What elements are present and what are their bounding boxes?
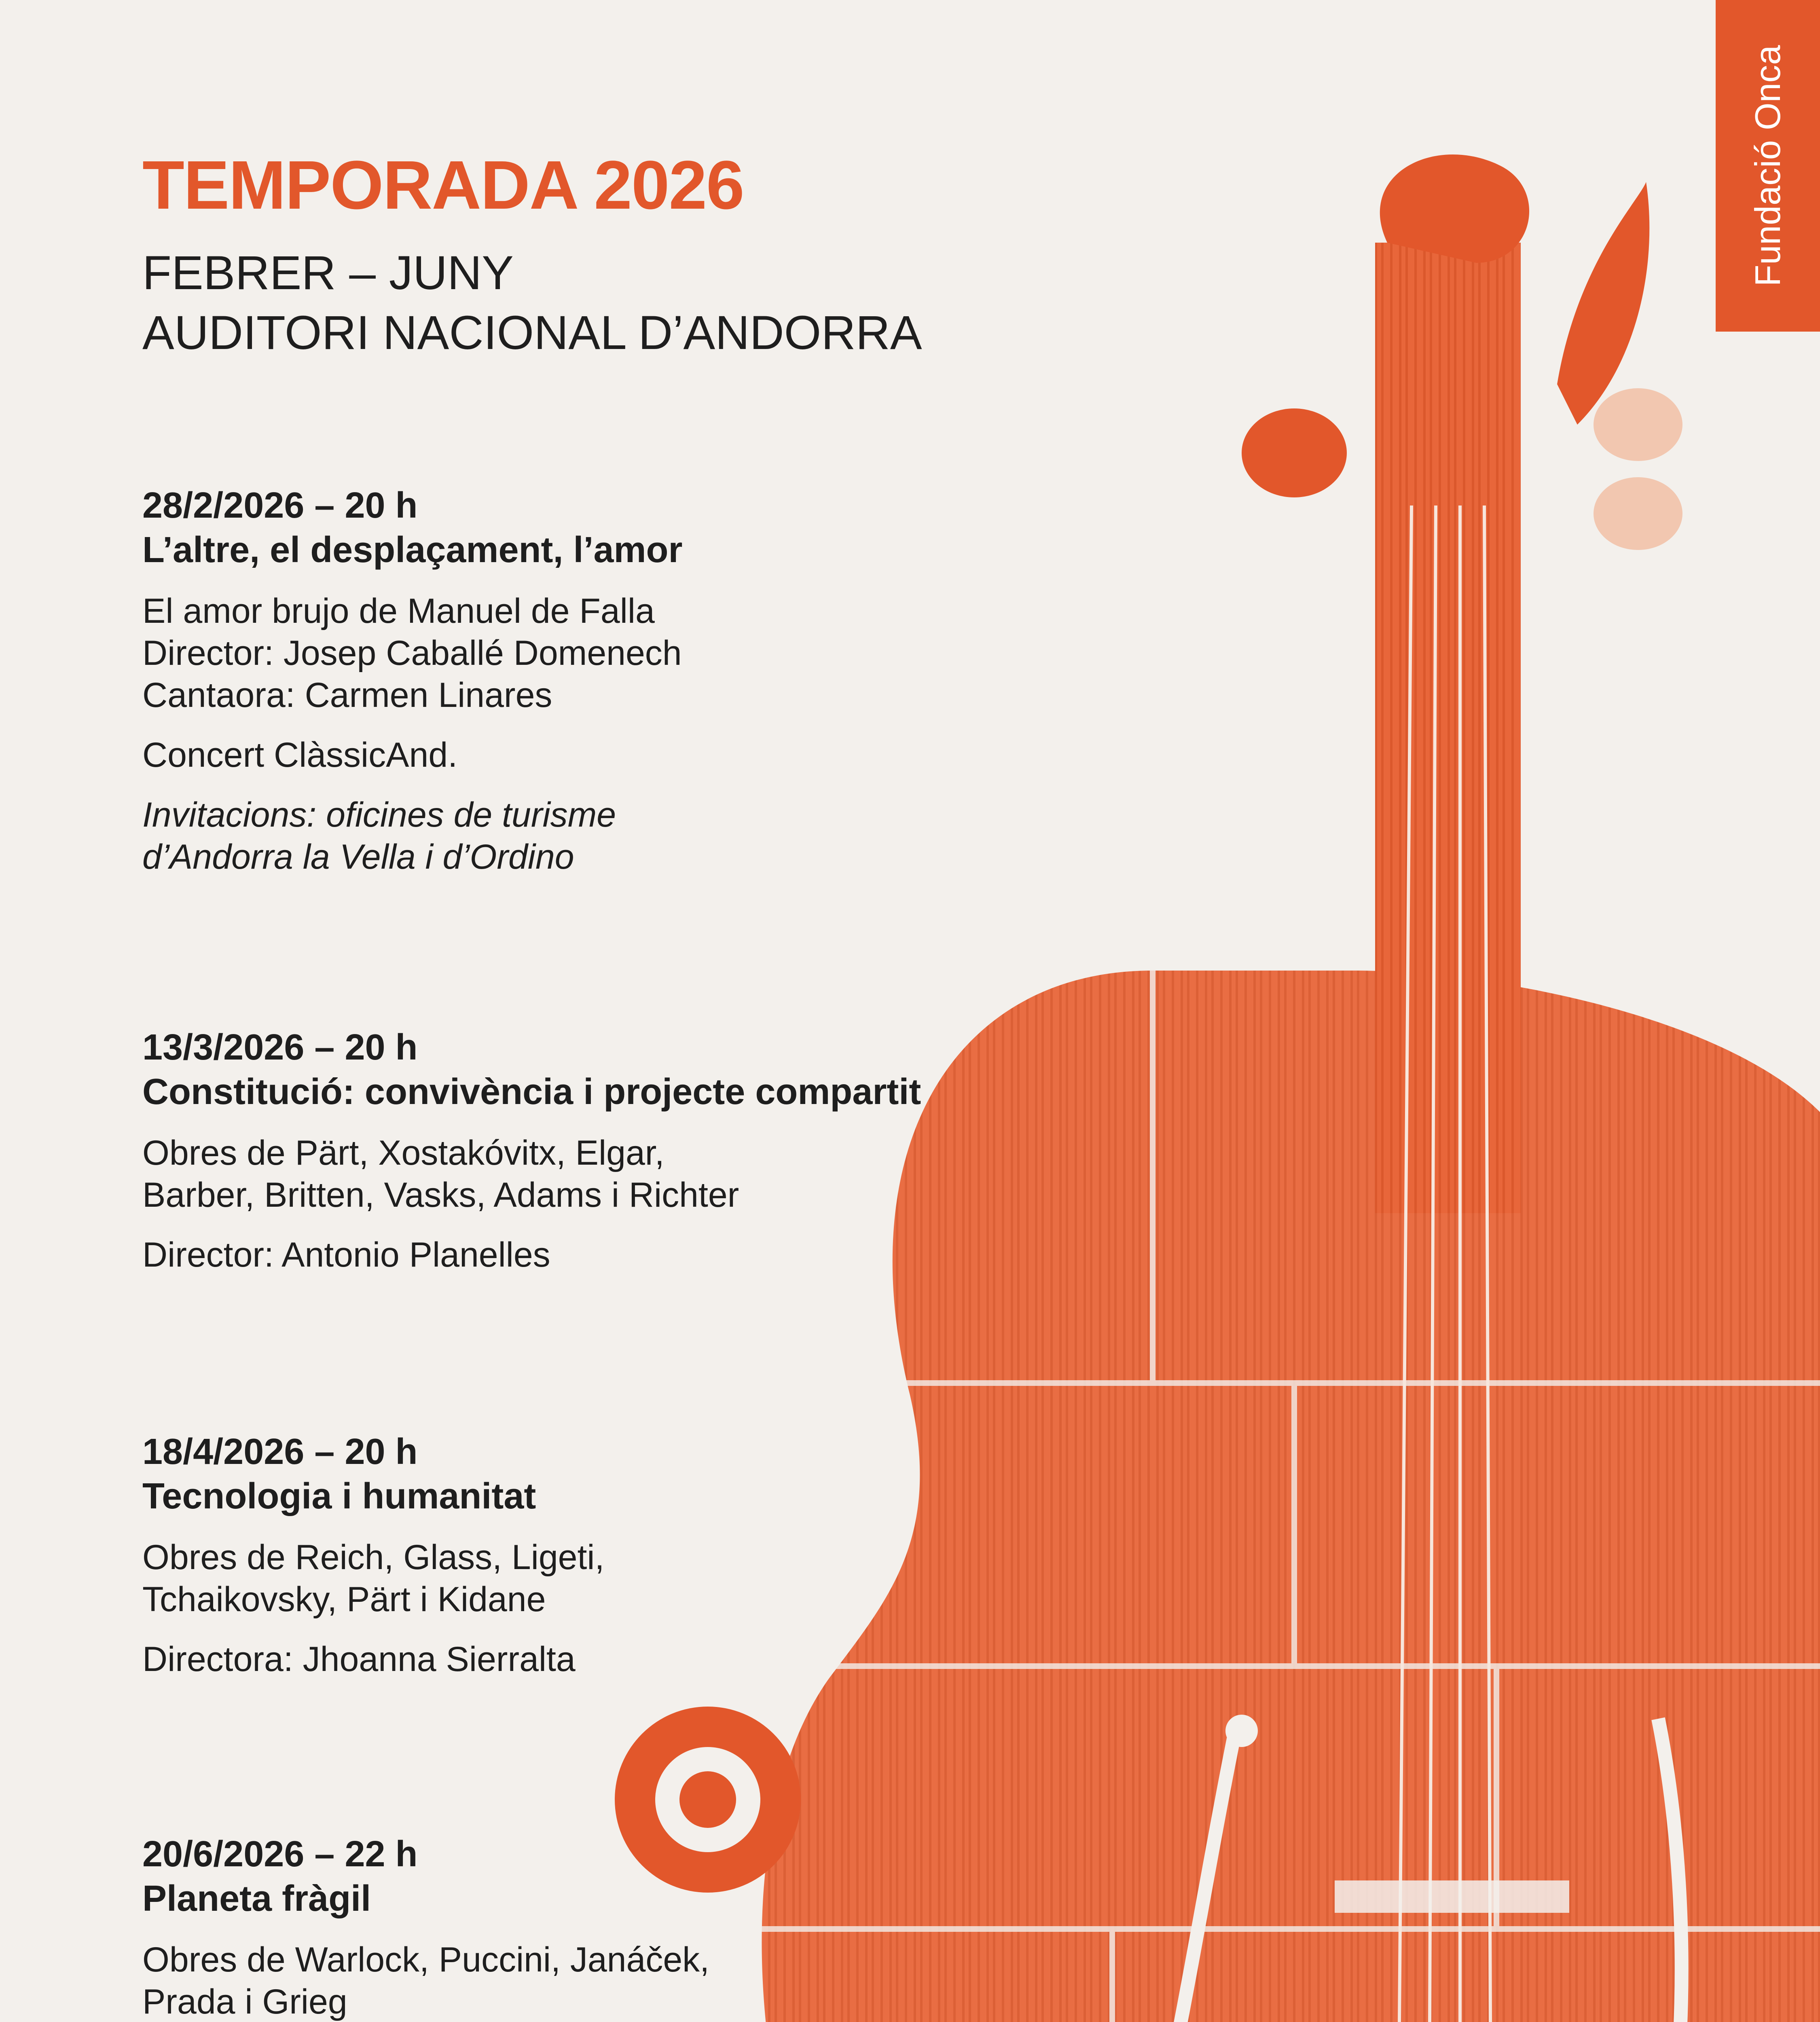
concert-title: Constitució: convivència i projecte compartit: [142, 1072, 921, 1112]
concert-3: [142, 1430, 1073, 1680]
concert-line: d’Andorra la Vella i d’Ordino: [142, 838, 574, 876]
concert-program: [142, 1536, 1073, 1620]
concert-director: [142, 1234, 1073, 1276]
concert-director-text: Director: Antonio Planelles: [142, 1235, 550, 1274]
concert-2: [142, 1025, 1073, 1276]
concert-date: 13/3/2026 – 20 h: [142, 1027, 418, 1068]
concert-line: Barber, Britten, Vasks, Adams i Richter: [142, 1176, 739, 1214]
violin-bridge: [1335, 1880, 1569, 1913]
concert-date: 20/6/2026 – 22 h: [142, 1834, 418, 1874]
concert-line: Cantaora: Carmen Linares: [142, 676, 552, 715]
concert-date: 28/2/2026 – 20 h: [142, 485, 418, 526]
side-tab-label: Fundació Onca: [1748, 45, 1788, 287]
concert-line: Prada i Grieg: [142, 1982, 347, 2021]
concert-director: [142, 1638, 1073, 1680]
concert-4: [142, 1832, 1073, 2022]
concert-1: [142, 483, 1073, 878]
concert-invitations: [142, 794, 1073, 878]
concert-line: Obres de Pärt, Xostakóvitx, Elgar,: [142, 1134, 665, 1172]
concert-date: 18/4/2026 – 20 h: [142, 1432, 418, 1472]
concert-line: Invitacions: oficines de turisme: [142, 795, 616, 834]
season-dates: FEBRER – JUNY: [142, 246, 514, 300]
concert-title: Tecnologia i humanitat: [142, 1476, 536, 1516]
concert-line: Obres de Warlock, Puccini, Janáček,: [142, 1940, 710, 1979]
concert-line: Obres de Reich, Glass, Ligeti,: [142, 1538, 605, 1577]
concert-title: L’altre, el desplaçament, l’amor: [142, 530, 683, 570]
concert-note: [142, 734, 1073, 776]
concert-program: [142, 590, 1073, 716]
violin-neck: [1375, 243, 1521, 1213]
concert-director-text: Directora: Jhoanna Sierralta: [142, 1640, 576, 1679]
concert-program: [142, 1939, 1073, 2022]
concert-title: Planeta fràgil: [142, 1878, 371, 1919]
concert-line: Director: Josep Caballé Domenech: [142, 634, 682, 673]
concert-program: [142, 1132, 1073, 1216]
concert-line: El amor brujo de Manuel de Falla: [142, 592, 655, 630]
season-title: TEMPORADA 2026: [142, 147, 744, 224]
concert-note-text: Concert ClàssicAnd.: [142, 736, 458, 774]
violin-scroll-top: [1557, 182, 1649, 425]
concert-line: Tchaikovsky, Pärt i Kidane: [142, 1580, 546, 1619]
venue: AUDITORI NACIONAL D’ANDORRA: [142, 306, 922, 360]
